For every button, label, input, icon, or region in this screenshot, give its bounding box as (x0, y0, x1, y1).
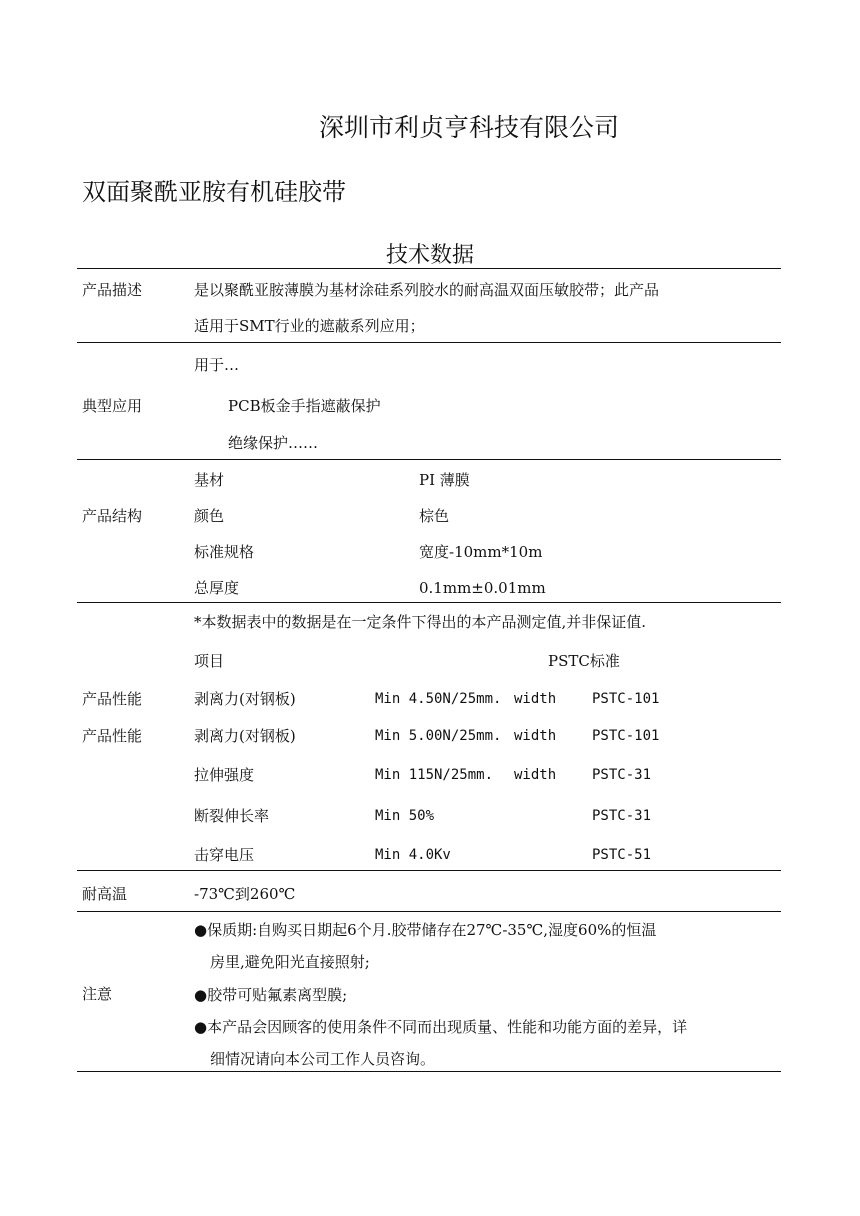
notes-line: ●本产品会因顾客的使用条件不同而出现质量、性能和功能方面的差异，详 (194, 1018, 688, 1036)
temperature-value: -73℃到260℃ (194, 885, 296, 903)
performance-unit: width (514, 728, 557, 744)
structure-name: 标准规格 (194, 543, 255, 561)
notes-line: ●胶带可贴氟素离型膜; (194, 986, 348, 1004)
row-divider (77, 602, 781, 603)
notes-line: 细情况请向本公司工作人员咨询。 (210, 1050, 436, 1068)
application-item: PCB板金手指遮蔽保护 (228, 397, 381, 415)
table-bottom-rule (77, 1071, 781, 1072)
performance-standard: PSTC-101 (592, 728, 660, 744)
structure-label: 产品结构 (82, 507, 143, 525)
performance-note: *本数据表中的数据是在一定条件下得出的本产品测定值,并非保证值. (194, 613, 647, 631)
performance-value: Min 4.50N/25mm. (375, 691, 502, 707)
sheet-title: 技术数据 (385, 243, 474, 268)
performance-label: 产品性能 (82, 690, 143, 708)
performance-item: 断裂伸长率 (194, 807, 270, 825)
row-divider (77, 459, 781, 460)
notes-line: 房里,避免阳光直接照射; (210, 953, 370, 971)
structure-name: 颜色 (194, 507, 225, 525)
structure-value: PI 薄膜 (419, 471, 470, 489)
application-item: 绝缘保护…… (228, 434, 319, 452)
performance-item: 击穿电压 (194, 846, 255, 864)
description-line-1: 是以聚酰亚胺薄膜为基材涂硅系列胶水的耐高温双面压敏胶带；此产品 (194, 281, 660, 299)
notes-line: ●保质期:自购买日期起6个月.胶带储存在27℃-35℃,湿度60%的恒温 (194, 921, 657, 939)
product-title: 双面聚酰亚胺有机硅胶带 (82, 178, 346, 206)
performance-standard: PSTC-51 (592, 847, 652, 863)
structure-name: 总厚度 (194, 579, 240, 597)
performance-unit: width (514, 691, 557, 707)
performance-value: Min 5.00N/25mm. (375, 728, 502, 744)
description-label: 产品描述 (82, 281, 143, 299)
performance-unit: width (514, 767, 557, 783)
table-top-rule (77, 268, 781, 269)
performance-header-standard: PSTC标准 (548, 652, 620, 670)
performance-item: 剥离力(对钢板) (194, 690, 296, 708)
structure-value: 0.1mm±0.01mm (419, 579, 546, 597)
structure-name: 基材 (194, 471, 225, 489)
performance-standard: PSTC-31 (592, 767, 652, 783)
notes-label: 注意 (82, 985, 113, 1003)
performance-item: 剥离力(对钢板) (194, 727, 296, 745)
performance-standard: PSTC-31 (592, 808, 652, 824)
performance-value: Min 115N/25mm. (375, 767, 494, 783)
company-name: 深圳市利贞亨科技有限公司 (318, 113, 619, 142)
row-divider (77, 870, 781, 871)
row-divider (77, 911, 781, 912)
structure-value: 宽度-10mm*10m (419, 543, 543, 561)
applications-label: 典型应用 (82, 397, 143, 415)
performance-item: 拉伸强度 (194, 766, 255, 784)
performance-value: Min 50% (375, 808, 435, 824)
performance-header-item: 项目 (194, 652, 225, 670)
description-line-2: 适用于SMT行业的遮蔽系列应用； (194, 317, 425, 335)
structure-value: 棕色 (419, 507, 450, 525)
performance-label: 产品性能 (82, 727, 143, 745)
applications-intro: 用于… (194, 356, 240, 374)
performance-value: Min 4.0Kv (375, 847, 451, 863)
temperature-label: 耐高温 (82, 885, 128, 903)
performance-standard: PSTC-101 (592, 691, 660, 707)
row-divider (77, 342, 781, 343)
